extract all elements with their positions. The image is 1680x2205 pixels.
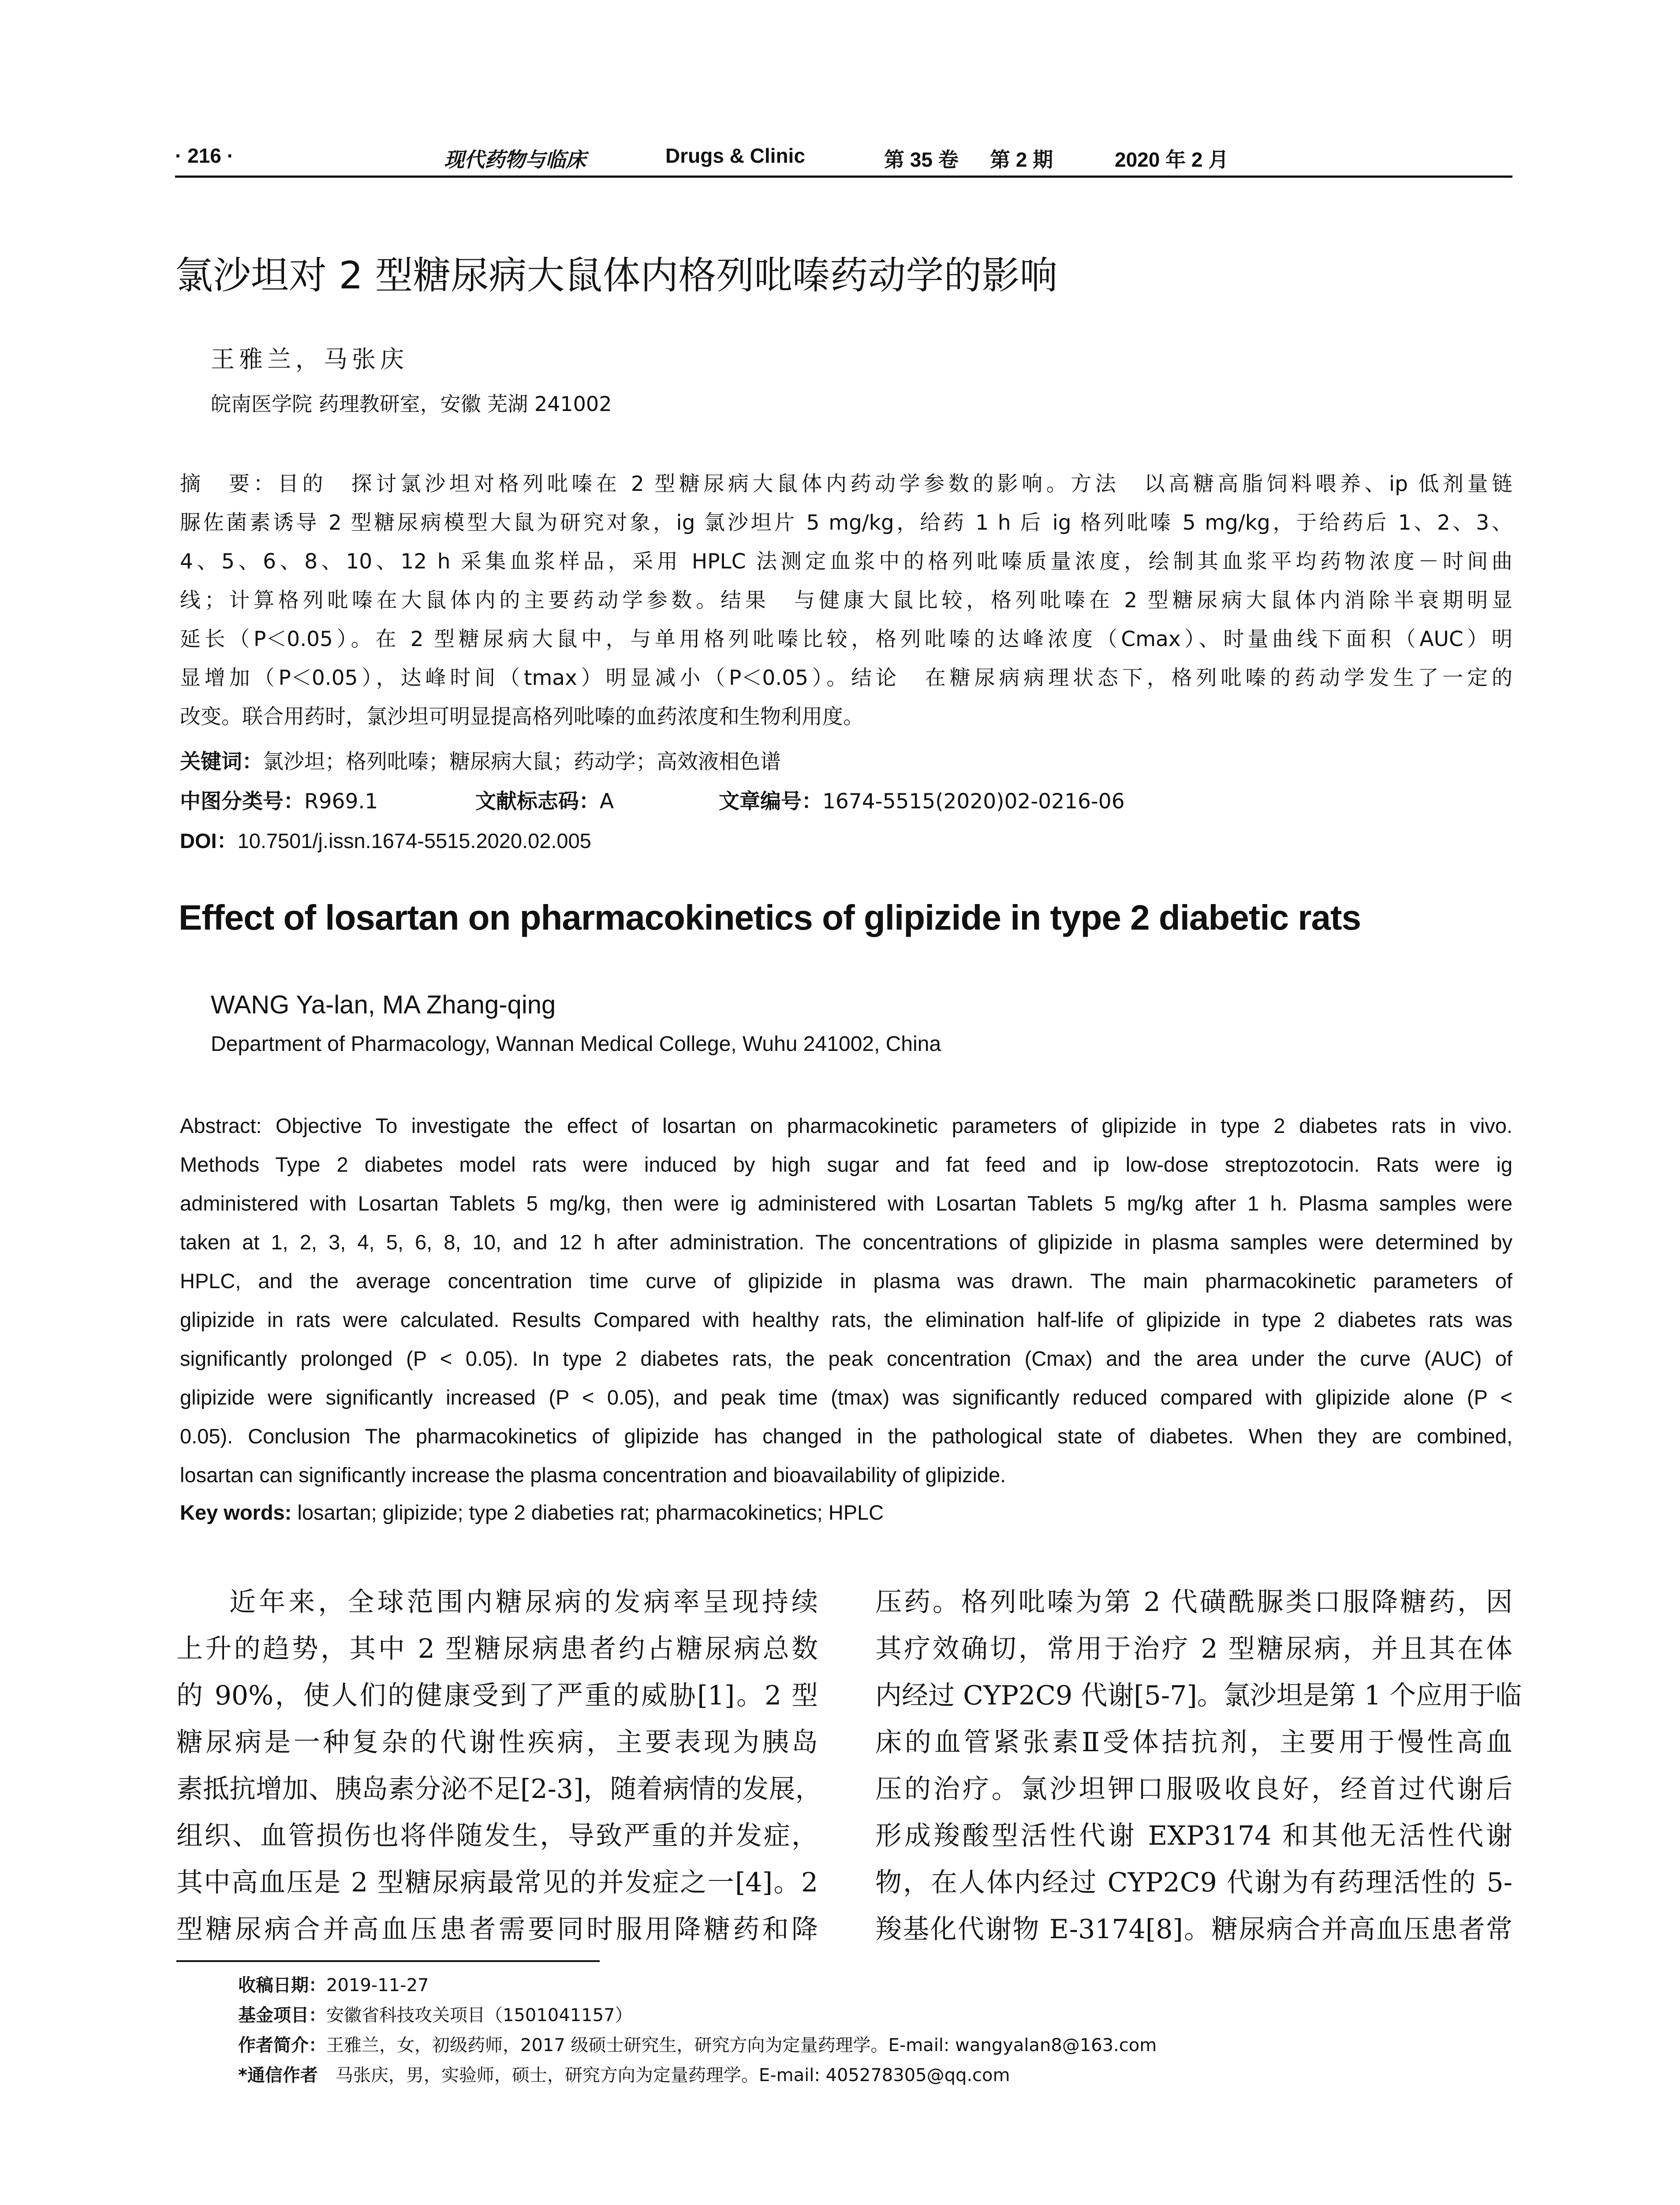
article-number: 1674-5515(2020)02-0216-06 (822, 789, 1125, 814)
affiliation-en: Department of Pharmacology, Wannan Medical College, Wuhu 241002, China (211, 1032, 941, 1056)
doc-code: A (600, 789, 614, 814)
authors-en: WANG Ya-lan, MA Zhang-qing (211, 990, 556, 1019)
body-paragraph-line: 其疗效确切，常用于治疗 2 型糖尿病，并且其在体 (875, 1633, 1512, 1664)
running-header (175, 140, 1512, 176)
abstract-cn-line: 线；计算格列吡嗪在大鼠体内的主要药动学参数。结果 与健康大鼠比较，格列吡嗪在 2 型糖尿病大鼠体内消除半衰期明显 (180, 588, 1512, 613)
authors-cn: 王雅兰，马张庆 (211, 345, 408, 373)
body-paragraph-line: 床的血管紧张素Ⅱ受体拮抗剂，主要用于慢性高血 (875, 1727, 1512, 1758)
body-paragraph-line: 压药。格列吡嗪为第 2 代磺酰脲类口服降糖药，因 (875, 1587, 1512, 1618)
classification-line (180, 785, 1512, 814)
title-en: Effect of losartan on pharmacokinetics of glipizide in type 2 diabetic rats (179, 898, 1361, 937)
journal-name-cn: 现代药物与临床 (444, 148, 586, 172)
body-paragraph-line: 其中高血压是 2 型糖尿病最常见的并发症之一[4]。2 (176, 1867, 818, 1898)
footnote-line (238, 1971, 429, 1996)
abstract-cn-line: 脲佐菌素诱导 2 型糖尿病模型大鼠为研究对象，ig 氯沙坦片 5 mg/kg，给药 1 h 后 ig 格列吡嗪 5 mg/kg，于给药后 1、2、3、 (180, 511, 1512, 535)
keywords-cn-label: 关键词： (180, 750, 263, 774)
body-paragraph-line: 压的治疗。氯沙坦钾口服吸收良好，经首过代谢后 (875, 1774, 1512, 1805)
title-cn: 氯沙坦对 2 型糖尿病大鼠体内格列吡嗪药动学的影响 (175, 254, 1058, 298)
abstract-en-line: Methods Type 2 diabetes model rats were induced by high sugar and fat feed and ip low-dose streptozotocin. Rats were ig (180, 1153, 1512, 1176)
abstract-en-line: losartan can significantly increase the plasma concentration and bioavailability of glipizide. (180, 1463, 1006, 1487)
footnote-text: 马张庆，男，实验师，硕士，研究方向为定量药理学。E-mail: 405278305@qq.com (317, 2065, 1010, 2085)
body-paragraph-line: 物，在人体内经过 CYP2C9 代谢为有药理活性的 5- (875, 1867, 1512, 1898)
footnote-label: *通信作者 (238, 2065, 318, 2085)
abstract-en-line: glipizide were significantly increased (P < 0.05), and peak time (tmax) was significantly reduced compared with glipizide alone (P < (180, 1386, 1512, 1409)
volume: 第 35 卷 (884, 148, 959, 171)
body-paragraph-line: 的 90%，使人们的健康受到了严重的威胁[1]。2 型 (176, 1680, 818, 1711)
footnote-line (238, 2001, 633, 2026)
abstract-cn-line: 改变。联合用药时，氯沙坦可明显提高格列吡嗪的血药浓度和生物利用度。 (180, 705, 864, 729)
abstract-cn-line: 延长（P＜0.05）。在 2 型糖尿病大鼠中，与单用格列吡嗪比较，格列吡嗪的达峰浓度（Cmax）、时量曲线下面积（AUC）明 (180, 627, 1512, 651)
keywords-cn-text: 氯沙坦；格列吡嗪；糖尿病大鼠；药动学；高效液相色谱 (263, 750, 781, 774)
body-paragraph-line: 组织、血管损伤也将伴随发生，导致严重的并发症， (176, 1820, 818, 1851)
body-paragraph-line: 素抵抗增加、胰岛素分泌不足[2-3]，随着病情的发展， (176, 1774, 822, 1805)
footnote-text: 王雅兰，女，初级药师，2017 级硕士研究生，研究方向为定量药理学。E-mail: wangyalan8@163.com (326, 2035, 1157, 2056)
abstract-cn-line: 摘 要：目的 探讨氯沙坦对格列吡嗪在 2 型糖尿病大鼠体内药动学参数的影响。方法 以高糖高脂饲料喂养、ip 低剂量链 (180, 472, 1512, 496)
body-paragraph-line: 糖尿病是一种复杂的代谢性疾病，主要表现为胰岛 (176, 1727, 818, 1758)
abstract-en-line: 0.05). Conclusion The pharmacokinetics of glipizide has changed in the pathological state of diabetes. When they are combined, (180, 1424, 1512, 1448)
keywords-cn (180, 745, 781, 775)
keywords-en (180, 1500, 884, 1525)
body-paragraph-line: 上升的趋势，其中 2 型糖尿病患者约占糖尿病总数 (176, 1633, 818, 1664)
footnote-text: 2019-11-27 (326, 1975, 429, 1996)
abstract-en-line: significantly prolonged (P < 0.05). In type 2 diabetes rats, the peak concentration (Cmax) and the area under the curve (AUC) of (180, 1347, 1512, 1370)
body-paragraph-line: 形成羧酸型活性代谢 EXP3174 和其他无活性代谢 (875, 1820, 1512, 1851)
abstract-en-line: HPLC, and the average concentration time curve of glipizide in plasma was drawn. The main pharmacokinetic parameters of (180, 1269, 1512, 1293)
page-number: · 216 · (175, 144, 234, 167)
body-paragraph-line: 近年来，全球范围内糖尿病的发病率呈现持续 (229, 1587, 818, 1618)
footnote-rule (176, 1960, 600, 1962)
abstract-en-line: administered with Losartan Tablets 5 mg/kg, then were ig administered with Losartan Tablets 5 mg/kg after 1 h. Plasma samples were (180, 1192, 1512, 1215)
body-paragraph-line: 羧基化代谢物 E-3174[8]。糖尿病合并高血压患者常 (875, 1914, 1512, 1945)
keywords-en-label: Key words: (180, 1501, 292, 1524)
clc-label: 中图分类号： (180, 789, 304, 814)
affiliation-cn: 皖南医学院 药理教研室，安徽 芜湖 241002 (211, 392, 612, 416)
footnote-text: 安徽省科技攻关项目（1501041157） (326, 2005, 633, 2026)
header-rule (175, 176, 1512, 178)
abstract-cn-line: 4、5、6、8、10、12 h 采集血浆样品，采用 HPLC 法测定血浆中的格列吡嗪质量浓度，绘制其血浆平均药物浓度－时间曲 (180, 549, 1512, 574)
abstract-en-line: Abstract: Objective To investigate the effect of losartan on pharmacokinetic parameters of glipizide in type 2 diabetes rats in vivo. (180, 1114, 1512, 1137)
body-paragraph-line: 内经过 CYP2C9 代谢[5-7]。氯沙坦是第 1 个应用于临 (875, 1680, 1522, 1711)
footnote-line (238, 2031, 1157, 2056)
footnote-label: 收稿日期： (238, 1975, 326, 1996)
body-paragraph-line: 型糖尿病合并高血压患者需要同时服用降糖药和降 (176, 1914, 818, 1945)
abstract-en-line: taken at 1, 2, 3, 4, 5, 6, 8, 10, and 12 h after administration. The concentrations of glipizide in plasma samples were determined by (180, 1230, 1512, 1254)
footnote-label: 基金项目： (238, 2005, 326, 2026)
journal-name-en: Drugs & Clinic (665, 144, 805, 167)
footnote-label: 作者简介： (238, 2035, 326, 2056)
keywords-en-text: losartan; glipizide; type 2 diabeties rat; pharmacokinetics; HPLC (291, 1501, 884, 1524)
article-number-label: 文章编号： (719, 789, 822, 814)
doi-link[interactable]: 10.7501/j.issn.1674-5515.2020.02.005 (237, 829, 591, 852)
doi-line (180, 825, 591, 854)
doi-label: DOI： (180, 829, 238, 852)
clc-code: R969.1 (304, 789, 378, 814)
footnote-line (238, 2061, 1010, 2086)
issue-date: 2020 年 2 月 (1115, 148, 1229, 171)
doc-code-label: 文献标志码： (475, 789, 600, 814)
issue: 第 2 期 (990, 148, 1053, 171)
abstract-cn-line: 显增加（P＜0.05），达峰时间（tmax）明显减小（P＜0.05）。结论 在糖尿病病理状态下，格列吡嗪的药动学发生了一定的 (180, 666, 1512, 690)
abstract-en-line: glipizide in rats were calculated. Results Compared with healthy rats, the elimination half-life of glipizide in type 2 diabetes rats was (180, 1308, 1512, 1331)
